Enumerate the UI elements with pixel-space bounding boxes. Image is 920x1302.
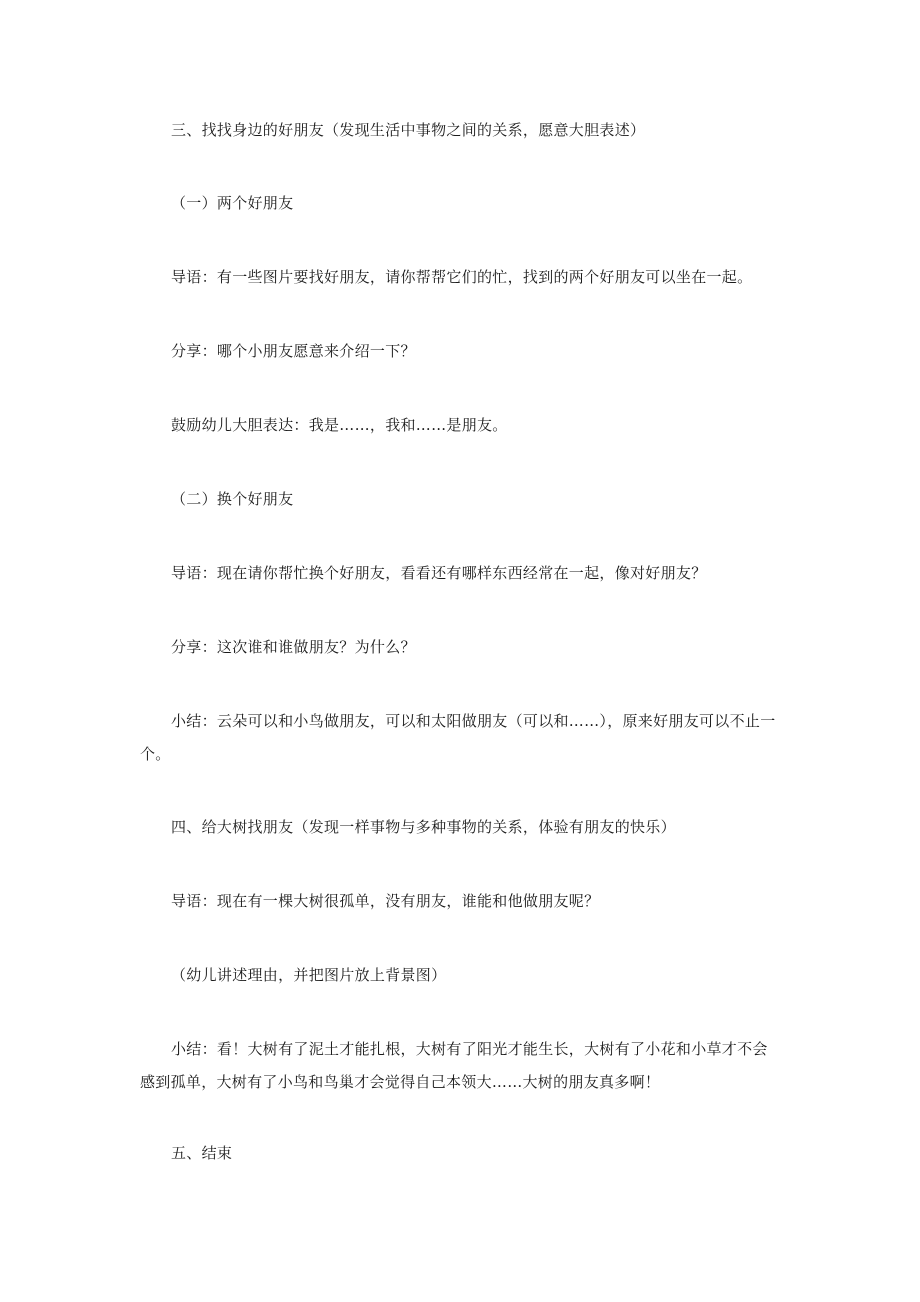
paragraph-note: （幼儿讲述理由，并把图片放上背景图）	[171, 966, 447, 984]
paragraph-share-2: 分享：这次谁和谁做朋友？为什么？	[171, 638, 416, 656]
paragraph-intro-2: 导语：现在请你帮忙换个好朋友，看看还有哪样东西经常在一起，像对好朋友？	[171, 564, 707, 582]
subsection-heading-1: （一）两个好朋友	[171, 194, 294, 212]
paragraph-intro-3: 导语：现在有一棵大树很孤单，没有朋友，谁能和他做朋友呢？	[171, 892, 600, 910]
paragraph-intro-1: 导语：有一些图片要找好朋友，请你帮帮它们的忙，找到的两个好朋友可以坐在一起。	[171, 268, 753, 286]
section-heading-3: 三、找找身边的好朋友（发现生活中事物之间的关系，愿意大胆表述）	[171, 121, 646, 139]
paragraph-share-1: 分享：哪个小朋友愿意来介绍一下？	[171, 342, 416, 360]
section-heading-5: 五、结束	[171, 1144, 233, 1162]
paragraph-encourage: 鼓励幼儿大胆表达：我是……，我和……是朋友。	[171, 416, 508, 434]
paragraph-summary-2: 小结：看！大树有了泥土才能扎根，大树有了阳光才能生长，大树有了小花和小草才不会感到孤单，大树有了小鸟和鸟巢才会觉得自己本领大……大树的朋友真多啊！	[140, 1040, 768, 1091]
paragraph-summary-1: 小结：云朵可以和小鸟做朋友，可以和太阳做朋友（可以和……），原来好朋友可以不止一个。	[140, 712, 776, 763]
subsection-heading-2: （二）换个好朋友	[171, 490, 294, 508]
section-heading-4: 四、给大树找朋友（发现一样事物与多种事物的关系，体验有朋友的快乐）	[171, 818, 676, 836]
